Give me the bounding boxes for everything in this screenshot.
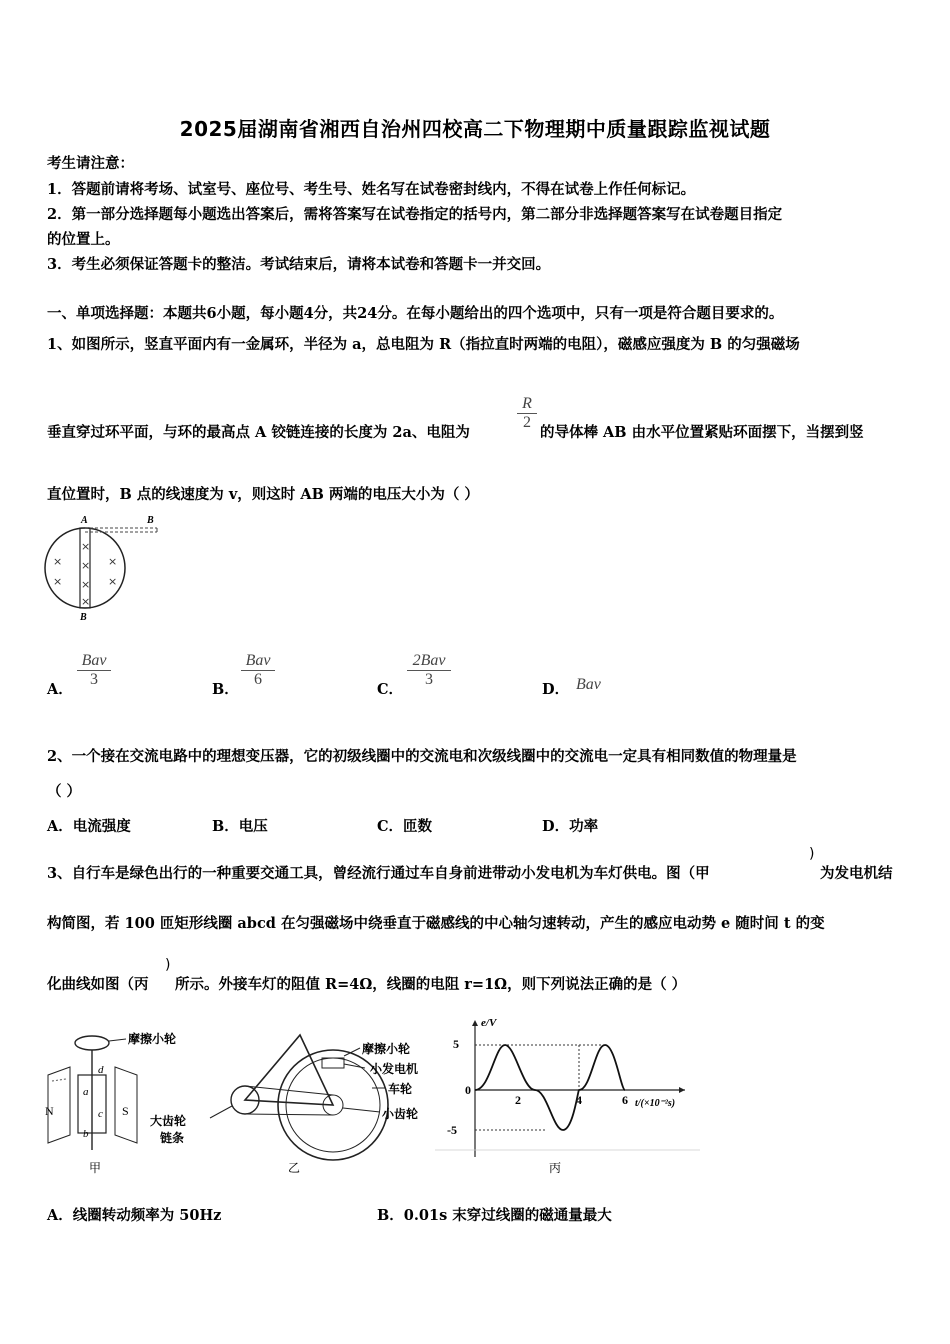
q1-option-b-label: B． xyxy=(212,681,239,698)
cross-icon: × xyxy=(108,575,118,588)
fig-jia-wheel-label: 摩擦小轮 xyxy=(128,1032,177,1046)
fig-yi-label-6: 链条 xyxy=(160,1131,185,1145)
fig-bing-caption: 丙 xyxy=(549,1161,562,1175)
fig-jia-c: c xyxy=(98,1108,103,1120)
cross-icon: × xyxy=(53,555,63,568)
q3-option-a: A．线圈转动频率为 50Hz xyxy=(47,1207,222,1224)
fig-yi-label-2: 小发电机 xyxy=(370,1062,419,1076)
fig-yi-label-3: 车轮 xyxy=(388,1082,413,1096)
q3-line-1b: 为发电机结 xyxy=(820,865,893,882)
fig-jia-s: S xyxy=(122,1104,129,1118)
notice-item-3: 3．考生必须保证答题卡的整洁。考试结束后，请将本试卷和答题卡一并交回。 xyxy=(47,256,551,273)
q1-line-1: 1、如图所示，竖直平面内有一金属环，半径为 a，总电阻为 R（指拉直时两端的电阻），磁感应强度为 B 的匀强磁场 xyxy=(47,336,800,353)
q2-line-1: 2、一个接在交流电路中的理想变压器，它的初级线圈中的交流电和次级线圈中的交流电一定具有相同数值的物理量是 xyxy=(47,748,797,765)
q1-option-c: 2Bav 3 xyxy=(407,652,451,689)
notice-item-1: 1．答题前请将考场、试室号、座位号、考生号、姓名写在试卷密封线内，不得在试卷上作任何标记。 xyxy=(47,181,696,198)
fig-jia-caption: 甲 xyxy=(89,1161,102,1175)
q1-ring-figure xyxy=(40,512,165,624)
fig-jia-n: N xyxy=(45,1104,54,1118)
page-title: 2025届湖南省湘西自治州四校高二下物理期中质量跟踪监视试题 xyxy=(179,117,771,141)
q1-option-a-label: A． xyxy=(47,681,73,698)
emf-curve xyxy=(475,1045,625,1130)
fig-yi-label-5: 大齿轮 xyxy=(150,1114,187,1128)
q1-line-2a: 垂直穿过环平面，与环的最高点 A 铰链连接的长度为 2a、电阻为 xyxy=(47,424,470,441)
q3-paren-2: ) xyxy=(165,957,171,973)
cross-icon: × xyxy=(81,559,91,572)
q1-option-d: Bav xyxy=(576,676,601,693)
q1-label-b: B xyxy=(147,515,154,526)
q1-line-2b: 的导体棒 AB 由水平位置紧贴环面摆下，当摆到竖 xyxy=(540,424,864,441)
q2-option-c: C．匝数 xyxy=(377,818,433,835)
fig-bing-xlabel: t/(×10⁻²s) xyxy=(635,1098,676,1109)
fig-bing-ytick-5: 5 xyxy=(453,1037,459,1051)
q2-line-2: （ ） xyxy=(47,783,82,800)
fig-yi-label-1: 摩擦小轮 xyxy=(362,1042,411,1056)
notice-item-2-cont: 的位置上。 xyxy=(47,231,120,248)
q3-option-b: B．0.01s 末穿过线圈的磁通量最大 xyxy=(377,1207,612,1224)
notice-item-2: 2．第一部分选择题每小题选出答案后，需将答案写在试卷指定的括号内，第二部分非选择题答案写在试卷题目指定 xyxy=(47,206,783,223)
fig-bing-xtick-4: 4 xyxy=(576,1093,582,1107)
notice-heading: 考生请注意： xyxy=(47,155,134,172)
q1-label-a: A xyxy=(81,515,88,526)
fig-bing-xtick-6: 6 xyxy=(622,1093,628,1107)
q3-line-2: 构简图，若 100 匝矩形线圈 abcd 在匀强磁场中绕垂直于磁感线的中心轴匀速转动，产生的感应电动势 e 随时间 t 的变 xyxy=(47,915,825,932)
q1-option-d-label: D． xyxy=(542,681,570,698)
cross-icon: × xyxy=(53,575,63,588)
cross-icon: × xyxy=(81,540,91,553)
q1-frac-den: 2 xyxy=(523,414,531,431)
q2-option-b: B．电压 xyxy=(212,818,268,835)
q3-line-3b: 所示。外接车灯的阻值 R=4Ω，线圈的电阻 r=1Ω，则下列说法正确的是（ ） xyxy=(175,976,687,993)
cross-icon: × xyxy=(81,578,91,591)
q1-option-a: Bav 3 xyxy=(77,652,111,689)
q2-option-d: D．功率 xyxy=(542,818,599,835)
fig-jia-a: a xyxy=(83,1086,89,1098)
cross-icon: × xyxy=(108,555,118,568)
fig-yi-caption: 乙 xyxy=(288,1161,301,1175)
q1-line-3: 直位置时，B 点的线速度为 v，则这时 AB 两端的电压大小为（ ） xyxy=(47,486,479,503)
q1-option-b: Bav 6 xyxy=(241,652,275,689)
q3-line-3a: 化曲线如图（丙 xyxy=(47,976,149,993)
fig-yi-label-4: 小齿轮 xyxy=(382,1107,419,1121)
q1-inline-fraction xyxy=(517,395,537,432)
q1-option-c-label: C． xyxy=(377,681,404,698)
fig-bing-ytick-0: 0 xyxy=(465,1083,471,1097)
q1-label-bottom: B xyxy=(80,612,87,623)
q1-frac-num: R xyxy=(517,395,537,414)
fig-jia-d: d xyxy=(98,1064,104,1076)
fig-jia-b: b xyxy=(83,1128,89,1140)
q3-paren-1: ) xyxy=(809,846,815,862)
q2-option-a: A．电流强度 xyxy=(47,818,131,835)
q3-figure-bing xyxy=(435,1012,700,1180)
cross-icon: × xyxy=(81,595,91,608)
fig-bing-xtick-2: 2 xyxy=(515,1093,521,1107)
q3-figure-yi xyxy=(150,1030,435,1180)
fig-bing-ylabel: e/V xyxy=(481,1017,497,1029)
q3-line-1a: 3、自行车是绿色出行的一种重要交通工具，曾经流行通过车自身前进带动小发电机为车灯供电。图（甲 xyxy=(47,865,710,882)
fig-bing-ytick-neg5: -5 xyxy=(447,1123,457,1137)
section-heading: 一、单项选择题：本题共6小题，每小题4分，共24分。在每小题给出的四个选项中，只有一项是符合题目要求的。 xyxy=(47,305,784,322)
